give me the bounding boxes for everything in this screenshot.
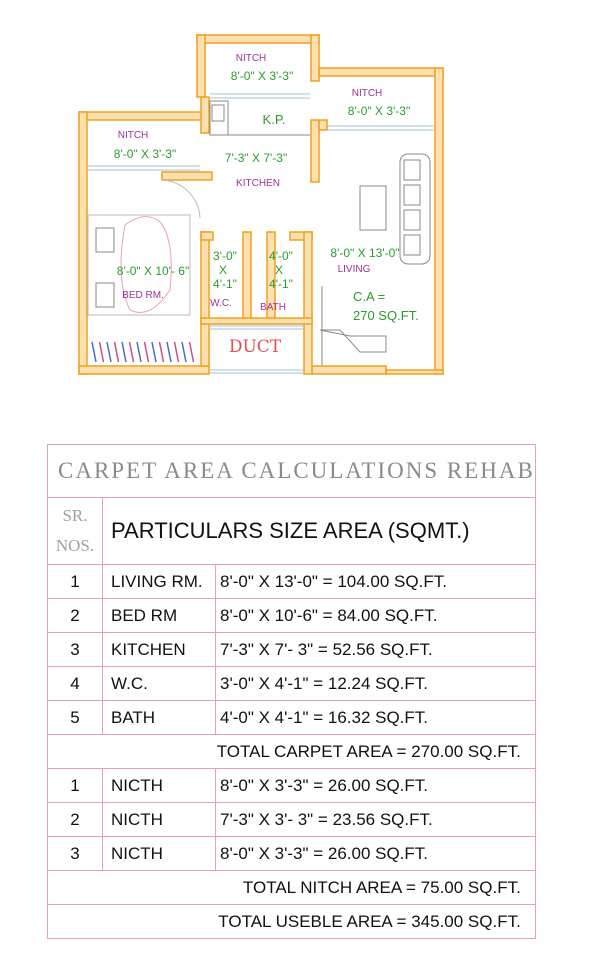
nitch-top-name: NITCH [235, 53, 267, 64]
wc-size-1: 3'-0" [213, 249, 237, 263]
row-size: 3'-0" X 4'-1" = 12.24 SQ.FT. [216, 667, 536, 701]
total-useble-area: TOTAL USEBLE AREA = 345.00 SQ.FT. [48, 905, 536, 939]
wall-right-nitch-left [319, 120, 327, 130]
wardrobe-stripe [107, 342, 111, 362]
wall-duct-top [201, 318, 312, 324]
carpet-area-table [47, 444, 536, 939]
row-size: 8'-0" X 13'-0" = 104.00 SQ.FT. [216, 565, 536, 599]
living-name: LIVING [337, 264, 371, 275]
table-row [48, 769, 536, 803]
wardrobe-stripe [92, 342, 96, 362]
nitch-top-size: 8'-0" X 3'-3" [230, 69, 294, 83]
wall-left-nitch-top [79, 112, 207, 120]
wardrobe [92, 342, 194, 362]
wall-living-left [304, 232, 312, 374]
bath-name: BATH [260, 302, 286, 313]
dining-table [360, 186, 386, 230]
row-name: NICTH [103, 803, 216, 837]
wardrobe-stripe [130, 342, 134, 362]
row-name: BED RM [103, 599, 216, 633]
kp-name: K.P. [262, 112, 286, 127]
row-size: 7'-3" X 3'- 3" = 23.56 SQ.FT. [216, 803, 536, 837]
wardrobe-stripe [190, 342, 194, 362]
wardrobe-stripe [115, 342, 119, 362]
table-row [48, 667, 536, 701]
row-no: 2 [48, 803, 103, 837]
wardrobe-stripe [100, 342, 104, 362]
row-no: 2 [48, 599, 103, 633]
wall-kp-left [201, 97, 209, 133]
total-nitch-row [48, 871, 536, 905]
walls [79, 35, 443, 374]
bath-size-3: 4'-1" [269, 277, 293, 291]
sr-header-line-1: SR. [62, 506, 88, 525]
nitch-left-name: NITCH [117, 130, 149, 141]
wall-bottom-left [79, 366, 209, 374]
nitch-left-size: 8'-0" X 3'-3" [113, 147, 177, 161]
sofa-cushion [404, 235, 420, 255]
row-size: 8'-0" X 3'-3" = 26.00 SQ.FT. [216, 769, 536, 803]
wc-name: W.C. [210, 298, 232, 309]
row-size: 8'-0" X 10'-6" = 84.00 SQ.FT. [216, 599, 536, 633]
room-labels [114, 53, 419, 357]
wall-kitchen-left [162, 172, 212, 180]
sofa-cushion [404, 185, 420, 205]
pillow-1 [96, 228, 114, 252]
duct-label: DUCT [228, 337, 282, 357]
table-title: CARPET AREA CALCULATIONS REHAB [48, 445, 536, 498]
row-no: 4 [48, 667, 103, 701]
wardrobe-stripe [122, 342, 126, 362]
wardrobe-stripe [160, 342, 164, 362]
row-size: 4'-0" X 4'-1" = 16.32 SQ.FT. [216, 701, 536, 735]
nitch-right-name: NITCH [351, 88, 383, 99]
row-no: 3 [48, 633, 103, 667]
sr-nos-header [48, 498, 103, 565]
sink [212, 105, 224, 121]
sofa-cushion [404, 160, 420, 180]
row-no: 1 [48, 769, 103, 803]
pillow-2 [96, 283, 114, 307]
sofa-cushion [404, 210, 420, 230]
wall-right-nitch-right [435, 68, 443, 374]
ca-line-2: 270 SQ.FT. [353, 308, 419, 323]
bath-size-2: X [274, 263, 284, 277]
kitchen-platform [210, 101, 228, 135]
particulars-header: PARTICULARS SIZE AREA (SQMT.) [103, 498, 536, 565]
wall-bottom-far-right [386, 370, 443, 374]
table-row [48, 837, 536, 871]
row-size: 7'-3" X 7'- 3" = 52.56 SQ.FT. [216, 633, 536, 667]
total-carpet-row [48, 735, 536, 769]
wc-size-2: X [218, 263, 228, 277]
row-no: 5 [48, 701, 103, 735]
floor-plan [0, 0, 600, 400]
wardrobe-stripe [167, 342, 171, 362]
table-row [48, 701, 536, 735]
kitchen-size: 7'-3" X 7'-3" [224, 151, 288, 165]
wardrobe-stripe [152, 342, 156, 362]
bed-size: 8'-0" X 10'- 6" [116, 264, 190, 278]
wall-top-nitch-left [197, 35, 205, 97]
wall-wc-left [201, 232, 209, 366]
ca-line-1: C.A = [353, 289, 386, 304]
wardrobe-stripe [137, 342, 141, 362]
table-row [48, 633, 536, 667]
table-row [48, 803, 536, 837]
row-name: BATH [103, 701, 216, 735]
living-size: 8'-0" X 13'-0" [330, 246, 400, 260]
row-name: NICTH [103, 837, 216, 871]
row-name: LIVING RM. [103, 565, 216, 599]
row-name: NICTH [103, 769, 216, 803]
wardrobe-stripe [175, 342, 179, 362]
total-carpet-area: TOTAL CARPET AREA = 270.00 SQ.FT. [48, 735, 536, 769]
wall-right-nitch-top [319, 68, 443, 76]
wc-size-3: 4'-1" [213, 277, 237, 291]
row-name: KITCHEN [103, 633, 216, 667]
table-row [48, 565, 536, 599]
wall-left-outer [79, 112, 87, 374]
wall-kp-right [311, 120, 319, 182]
wall-wc-bath [243, 232, 251, 318]
table-row [48, 599, 536, 633]
row-size: 8'-0" X 3'-3" = 26.00 SQ.FT. [216, 837, 536, 871]
wardrobe-stripe [145, 342, 149, 362]
total-useble-row [48, 905, 536, 939]
wall-bottom-right [312, 366, 386, 374]
row-no: 1 [48, 565, 103, 599]
row-name: W.C. [103, 667, 216, 701]
wall-top-nitch-top [197, 35, 319, 43]
wall-top-nitch-right [311, 35, 319, 81]
sr-header-line-2: NOS. [55, 536, 95, 555]
kitchen-name: KITCHEN [236, 178, 280, 189]
wall-wc-top [201, 232, 213, 240]
bath-size-1: 4'-0" [269, 249, 293, 263]
total-nitch-area: TOTAL NITCH AREA = 75.00 SQ.FT. [48, 871, 536, 905]
wardrobe-stripe [182, 342, 186, 362]
row-no: 3 [48, 837, 103, 871]
nitch-right-size: 8'-0" X 3'-3" [347, 104, 411, 118]
bed-name: BED RM. [122, 290, 164, 301]
kitchen-door-arc [162, 180, 200, 218]
